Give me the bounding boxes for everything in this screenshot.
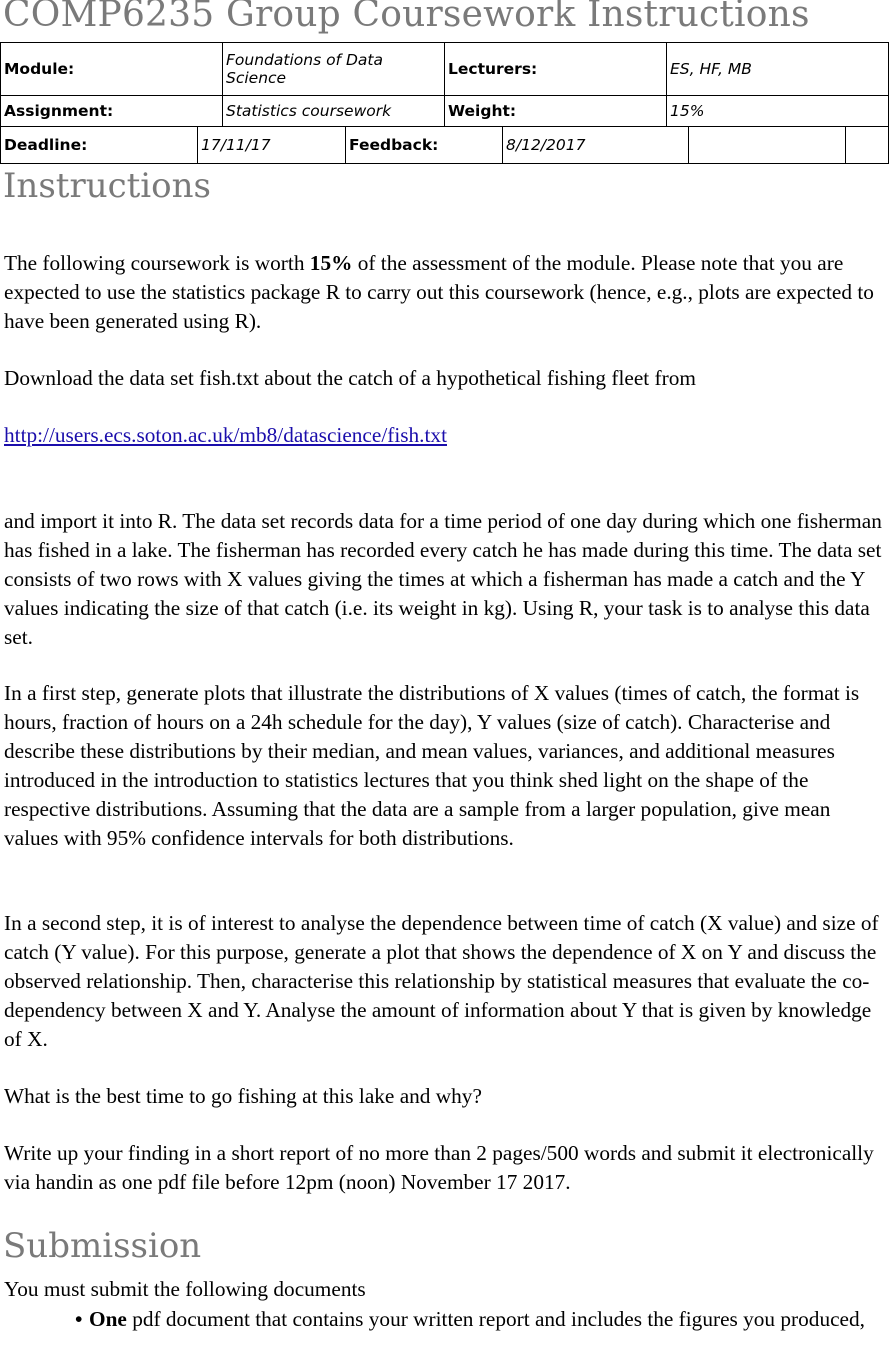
list-item-emphasis: One xyxy=(89,1307,127,1331)
feedback-value: 8/12/2017 xyxy=(503,127,689,164)
paragraph-link xyxy=(4,421,886,450)
submission-intro: You must submit the following documents xyxy=(4,1277,366,1301)
paragraph-import: and import it into R. The data set records data for a time period of one day during which one fisherman has fished in a lake. The fisherman has recorded every catch he has made during this time. The data set consists of two rows with X values giving the times at which a fisherman has made a catch and the Y values indicating the size of that catch (i.e. its weight in kg). Using R, your task is to analyse this data set. xyxy=(4,509,882,649)
instructions-heading: Instructions xyxy=(3,166,211,206)
bullet-icon: • xyxy=(75,1307,83,1331)
module-label: Module: xyxy=(1,43,223,96)
submission-heading: Submission xyxy=(3,1226,202,1266)
submission-list xyxy=(0,1304,868,1334)
list-item xyxy=(75,1304,868,1334)
empty-cell xyxy=(846,127,889,164)
module-value: Foundations of Data Science xyxy=(223,43,445,96)
document-title: COMP6235 Group Coursework Instructions xyxy=(3,0,810,35)
deadline-value: 17/11/17 xyxy=(198,127,346,164)
dates-info-table xyxy=(0,126,889,164)
list-item-rest: pdf document that contains your written report and includes the figures you produced, xyxy=(126,1307,865,1331)
feedback-label: Feedback: xyxy=(346,127,503,164)
paragraph-intro xyxy=(4,249,886,336)
weight-value: 15% xyxy=(667,96,889,127)
lecturers-label: Lecturers: xyxy=(445,43,667,96)
paragraph-first-step: In a first step, generate plots that illustrate the distributions of X values (times of catch, the format is hours, fraction of hours on a 24h schedule for the day), Y values (size of catch). Characterise and describe these distributions by their median, and mean values, variances, and additional measures introduced in the introduction to statistics lectures that you think shed light on the shape of the respective distributions. Assuming that the data are a sample from a larger population, give mean values with 95% confidence intervals for both distributions. xyxy=(4,681,860,850)
weight-label: Weight: xyxy=(445,96,667,127)
paragraph-second-step: In a second step, it is of interest to analyse the dependence between time of catch (X value) and size of catch (Y value). For this purpose, generate a plot that shows the dependence of X on Y and discuss the observed relationship. Then, characterise this relationship by statistical measures that evaluate the co-dependency between X and Y. Analyse the amount of information about Y that is given by knowledge of X. xyxy=(4,911,879,1051)
dataset-link[interactable]: http://users.ecs.soton.ac.uk/mb8/datascience/fish.txt xyxy=(4,423,447,447)
paragraph-writeup: Write up your finding in a short report of no more than 2 pages/500 words and submit it electronically via handin as one pdf file before 12pm (noon) November 17 2017. xyxy=(4,1141,874,1194)
intro-text-end: of the assessment of the module. Please note that you are expected to use the statistics package R to carry out this coursework (hence, e.g., plots are expected to have been generated using R). xyxy=(4,251,874,333)
deadline-label: Deadline: xyxy=(1,127,198,164)
lecturers-value: ES, HF, MB xyxy=(667,43,889,96)
assignment-value: Statistics coursework xyxy=(223,96,445,127)
empty-cell xyxy=(689,127,846,164)
list-item-text xyxy=(78,1304,868,1334)
paragraph-question: What is the best time to go fishing at this lake and why? xyxy=(4,1084,482,1108)
module-info-table xyxy=(0,42,889,127)
assignment-label: Assignment: xyxy=(1,96,223,127)
paragraph-download: Download the data set fish.txt about the catch of a hypothetical fishing fleet from xyxy=(4,366,696,390)
intro-text-start: The following coursework is worth xyxy=(4,251,310,275)
weight-emphasis: 15% xyxy=(309,251,353,275)
